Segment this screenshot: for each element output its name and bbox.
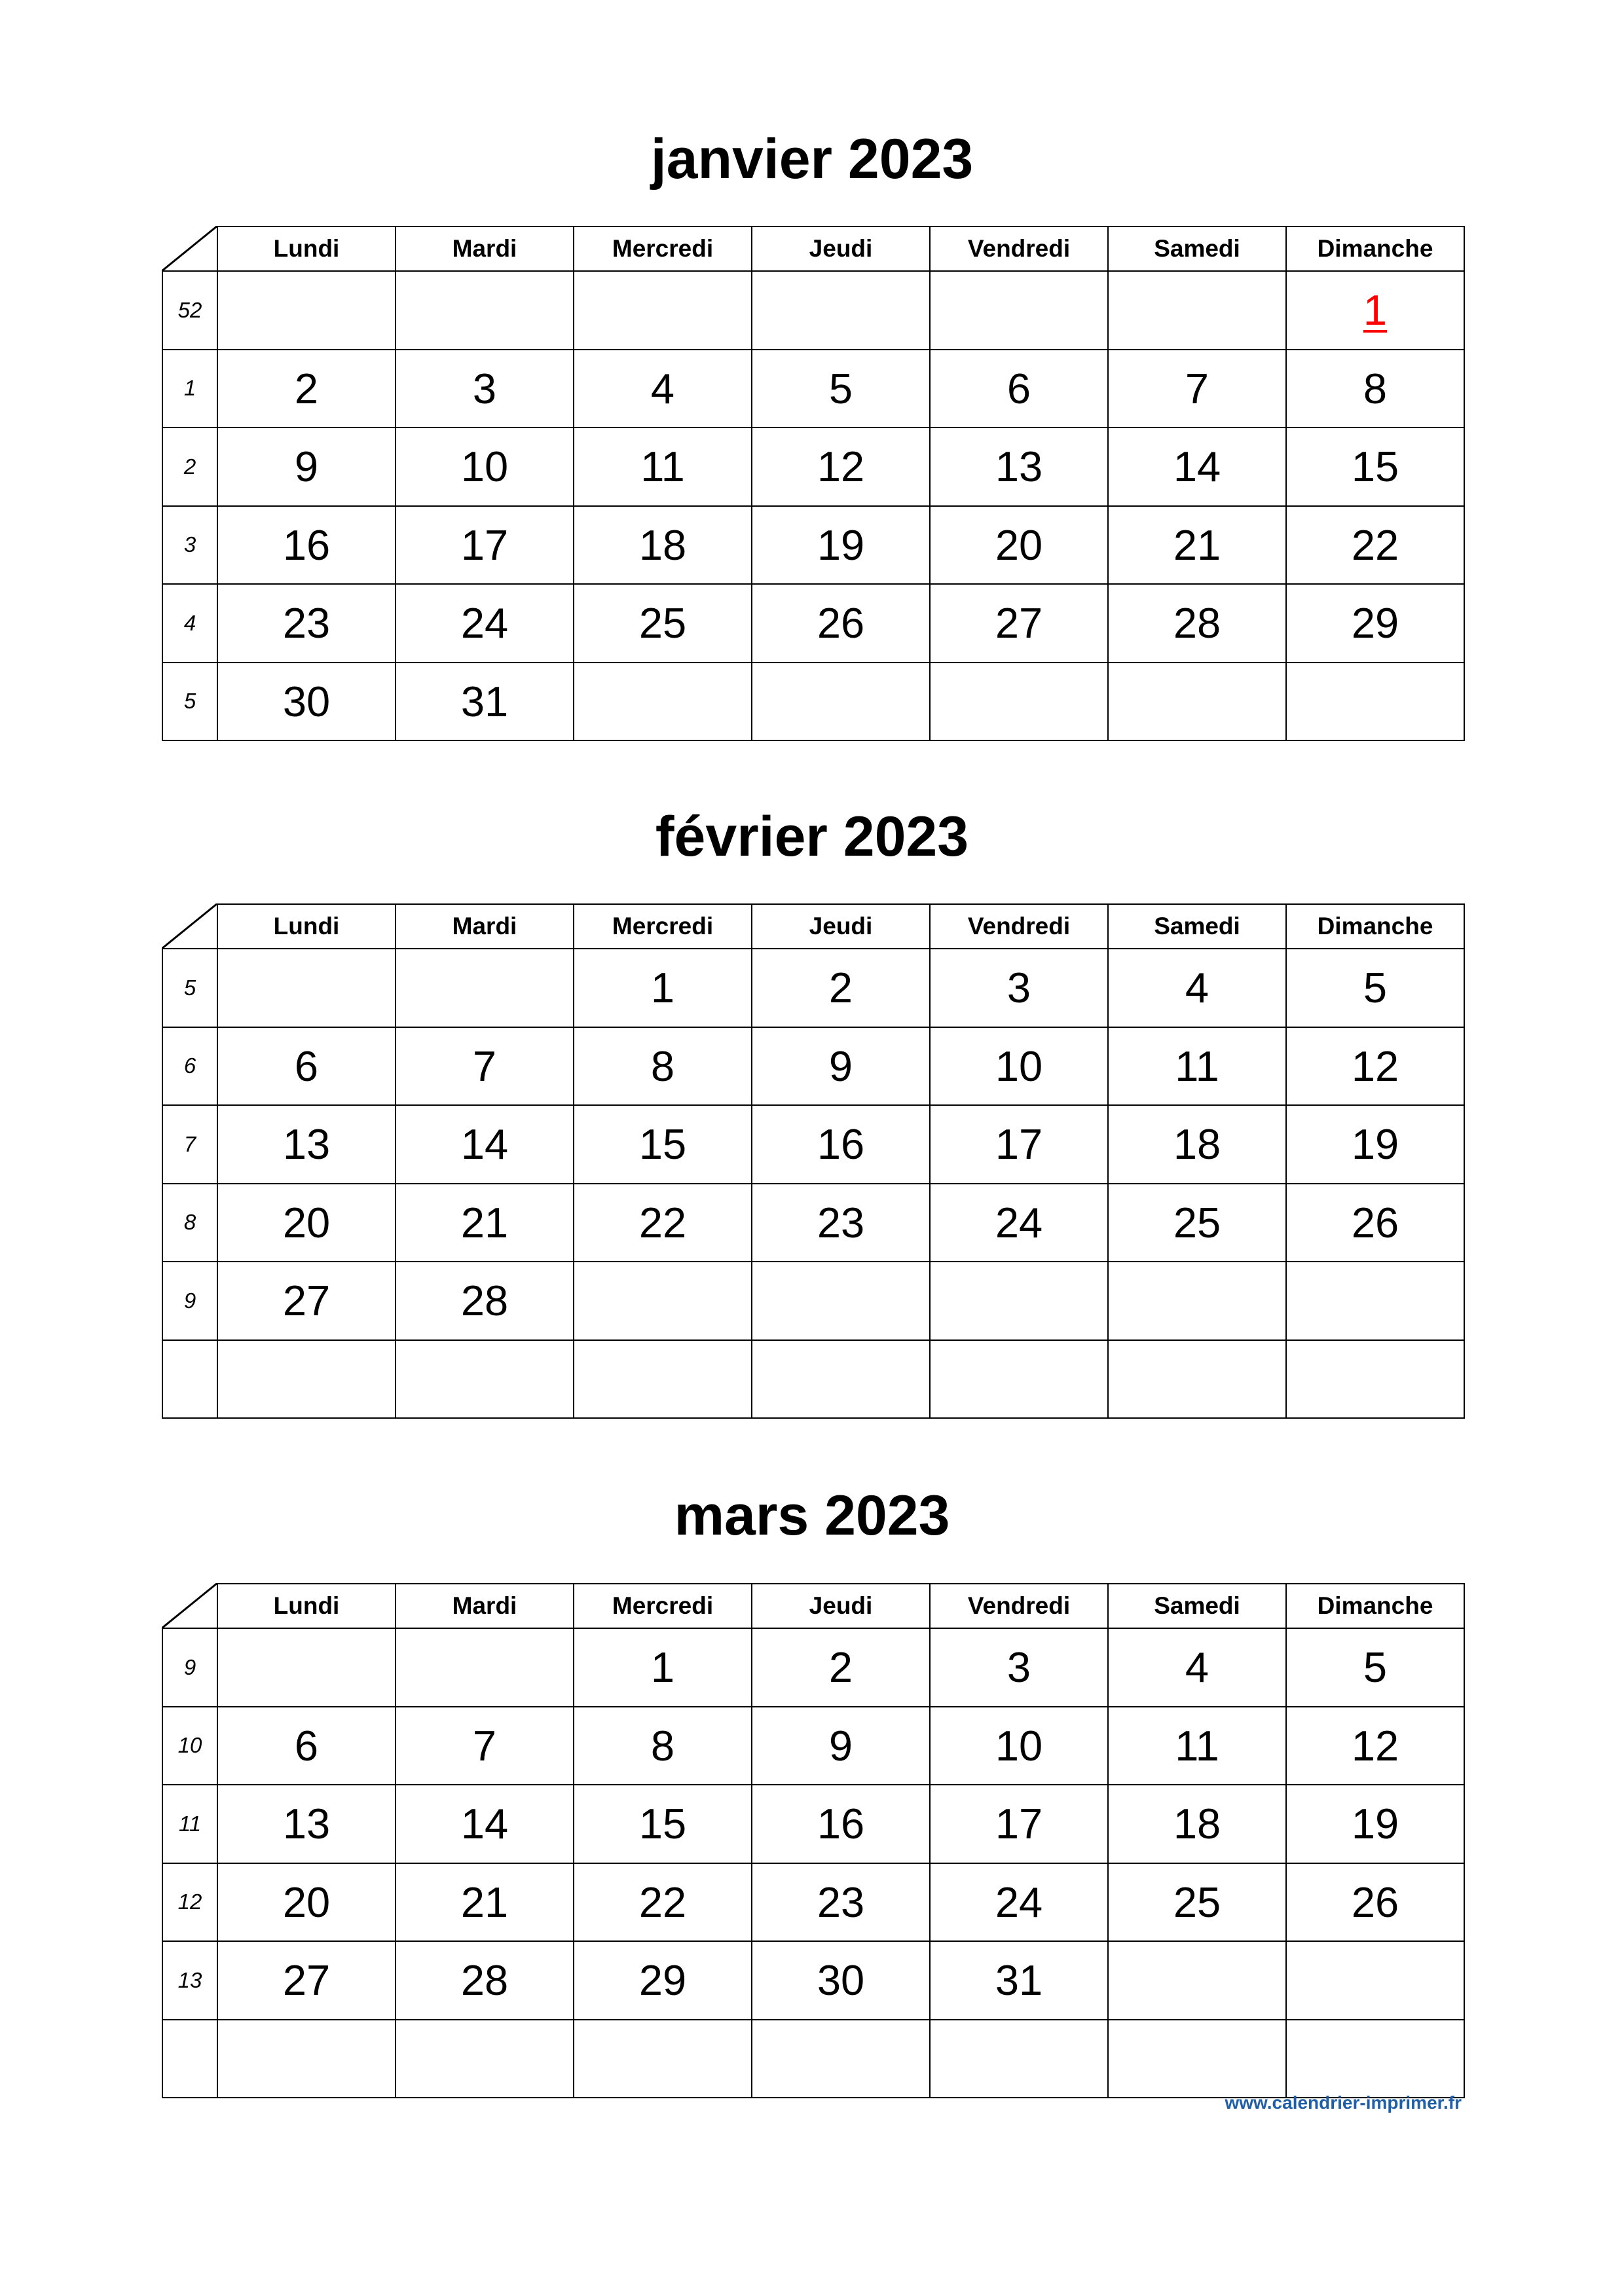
day-cell [930, 1262, 1108, 1340]
day-cell [930, 2020, 1108, 2098]
week-row [162, 1262, 1464, 1340]
day-cell [752, 506, 930, 585]
day-number: 13 [282, 1120, 331, 1169]
day-cell [1286, 1628, 1464, 1707]
day-number: 8 [650, 1721, 675, 1770]
weekday-header-samedi: Samedi [1108, 1584, 1286, 1628]
day-cell [574, 1628, 752, 1707]
day-cell [217, 949, 396, 1027]
day-cell [1108, 1785, 1286, 1863]
weekday-header-mardi: Mardi [396, 1584, 574, 1628]
day-cell [217, 1863, 396, 1942]
day-number: 4 [650, 364, 675, 412]
day-cell [217, 1262, 396, 1340]
day-number: 9 [828, 1042, 853, 1090]
week-row [162, 1785, 1464, 1863]
day-number: 30 [817, 1956, 865, 2005]
day-number: 12 [1351, 1042, 1399, 1090]
day-cell [1286, 1707, 1464, 1785]
day-cell [217, 584, 396, 663]
month-title-march: mars 2023 [674, 1484, 950, 1547]
day-cell [396, 2020, 574, 2098]
weekday-header-row [162, 1584, 1464, 1628]
day-number: 21 [1173, 520, 1221, 569]
day-cell [217, 1628, 396, 1707]
week-number: 8 [162, 1184, 217, 1262]
day-cell [930, 1105, 1108, 1184]
day-cell [396, 949, 574, 1027]
week-row [162, 1707, 1464, 1785]
website-link[interactable]: www.calendrier-imprimer.fr [1225, 2092, 1462, 2113]
day-cell [396, 1863, 574, 1942]
day-cell [574, 1863, 752, 1942]
day-cell [752, 1184, 930, 1262]
day-number: 17 [995, 1800, 1043, 1848]
week-number: 9 [162, 1628, 217, 1707]
day-number: 27 [282, 1277, 331, 1325]
day-number: 7 [472, 1042, 497, 1090]
day-cell [217, 1941, 396, 2020]
day-number: 4 [1185, 964, 1209, 1012]
day-number: 6 [294, 1721, 319, 1770]
day-number: 23 [817, 1878, 865, 1926]
day-cell [1108, 1184, 1286, 1262]
day-cell [752, 2020, 930, 2098]
week-number: 7 [162, 1105, 217, 1184]
day-cell [396, 1027, 574, 1106]
day-number: 3 [472, 364, 497, 412]
day-number: 12 [817, 443, 865, 491]
day-cell [1108, 271, 1286, 350]
day-cell [396, 1262, 574, 1340]
day-number: 1 [1363, 286, 1388, 335]
day-number: 23 [282, 599, 331, 647]
week-row [162, 1027, 1464, 1106]
day-number: 23 [817, 1198, 865, 1247]
day-cell [1286, 1184, 1464, 1262]
month-title-february: février 2023 [655, 805, 969, 868]
week-number: 6 [162, 1027, 217, 1106]
day-number: 7 [472, 1721, 497, 1770]
weekday-header-row [162, 904, 1464, 949]
weekday-header-dimanche: Dimanche [1286, 1584, 1464, 1628]
day-cell [1108, 584, 1286, 663]
day-number: 24 [995, 1198, 1043, 1247]
day-number: 10 [995, 1721, 1043, 1770]
day-number: 20 [282, 1878, 331, 1926]
day-cell [574, 1941, 752, 2020]
day-number: 5 [828, 364, 853, 412]
day-number: 11 [640, 443, 685, 491]
day-number: 17 [460, 520, 509, 569]
day-cell [396, 584, 574, 663]
day-number: 29 [1351, 599, 1399, 647]
day-cell [396, 663, 574, 741]
week-number: 13 [162, 1941, 217, 2020]
day-cell [217, 1340, 396, 1419]
week-number: 5 [162, 949, 217, 1027]
day-cell [396, 1184, 574, 1262]
day-number: 16 [817, 1800, 865, 1848]
day-number: 25 [1173, 1198, 1221, 1247]
day-number: 16 [282, 520, 331, 569]
day-cell [930, 1340, 1108, 1419]
day-number: 26 [1351, 1198, 1399, 1247]
corner-cell [162, 227, 217, 271]
day-number: 27 [995, 599, 1043, 647]
day-cell [217, 2020, 396, 2098]
holiday-day-cell [1286, 271, 1464, 350]
day-number: 18 [638, 520, 687, 569]
day-number: 18 [1173, 1120, 1221, 1169]
day-number: 11 [1175, 1721, 1219, 1770]
day-cell [574, 428, 752, 506]
week-row [162, 584, 1464, 663]
day-cell [574, 506, 752, 585]
day-cell [930, 1785, 1108, 1863]
day-number: 7 [1185, 364, 1209, 412]
day-number: 1 [650, 1643, 675, 1692]
day-number: 24 [460, 599, 509, 647]
day-cell [1108, 1262, 1286, 1340]
day-cell [752, 1863, 930, 1942]
day-number: 30 [282, 677, 331, 725]
day-cell [752, 949, 930, 1027]
day-cell [396, 1785, 574, 1863]
day-cell [930, 1184, 1108, 1262]
day-cell [396, 506, 574, 585]
day-cell [930, 1707, 1108, 1785]
weekday-header-samedi: Samedi [1108, 904, 1286, 949]
day-cell [574, 1184, 752, 1262]
calendar-table [162, 226, 1465, 741]
day-number: 5 [1363, 1643, 1388, 1692]
day-number: 4 [1185, 1643, 1209, 1692]
day-number: 25 [1173, 1878, 1221, 1926]
day-cell [930, 428, 1108, 506]
week-row [162, 1105, 1464, 1184]
day-cell [752, 1707, 930, 1785]
day-cell [574, 1707, 752, 1785]
corner-diagonal-icon [162, 903, 217, 949]
day-cell [217, 1105, 396, 1184]
day-number: 6 [294, 1042, 319, 1090]
day-number: 9 [828, 1721, 853, 1770]
week-number: 5 [162, 663, 217, 741]
day-cell [574, 1340, 752, 1419]
day-number: 15 [638, 1800, 687, 1848]
week-row [162, 1628, 1464, 1707]
day-cell [574, 271, 752, 350]
day-cell [396, 1340, 574, 1419]
weekday-header-dimanche: Dimanche [1286, 904, 1464, 949]
day-cell [1108, 1628, 1286, 1707]
calendar-march [162, 1583, 1465, 2098]
day-cell [752, 428, 930, 506]
day-cell [217, 271, 396, 350]
day-cell [217, 350, 396, 428]
day-number: 20 [282, 1198, 331, 1247]
week-row [162, 663, 1464, 741]
weekday-header-samedi: Samedi [1108, 227, 1286, 271]
day-cell [217, 1785, 396, 1863]
day-number: 31 [995, 1956, 1043, 2005]
day-cell [752, 1262, 930, 1340]
day-cell [1108, 350, 1286, 428]
week-number: 4 [162, 584, 217, 663]
day-cell [574, 663, 752, 741]
day-number: 21 [460, 1878, 509, 1926]
day-number: 26 [817, 599, 865, 647]
day-number: 19 [1351, 1800, 1399, 1848]
weekday-header-mercredi: Mercredi [574, 904, 752, 949]
day-number: 13 [995, 443, 1043, 491]
day-cell [1108, 1105, 1286, 1184]
day-number: 19 [817, 520, 865, 569]
day-cell [1286, 506, 1464, 585]
day-cell [574, 1262, 752, 1340]
day-cell [217, 506, 396, 585]
day-cell [396, 271, 574, 350]
week-row [162, 1340, 1464, 1419]
day-number: 28 [460, 1956, 509, 2005]
week-number: 10 [162, 1707, 217, 1785]
day-cell [752, 1105, 930, 1184]
day-cell [930, 1941, 1108, 2020]
day-number: 18 [1173, 1800, 1221, 1848]
day-number: 8 [650, 1042, 675, 1090]
week-number: 9 [162, 1262, 217, 1340]
day-number: 2 [828, 1643, 853, 1692]
corner-diagonal-icon [162, 1583, 217, 1628]
day-number: 27 [282, 1956, 331, 2005]
day-cell [752, 1340, 930, 1419]
day-cell [752, 1628, 930, 1707]
day-cell [752, 350, 930, 428]
day-cell [930, 1027, 1108, 1106]
corner-cell [162, 1584, 217, 1628]
day-cell [752, 1941, 930, 2020]
week-row [162, 949, 1464, 1027]
week-row [162, 271, 1464, 350]
day-number: 12 [1351, 1721, 1399, 1770]
day-number: 11 [1175, 1042, 1219, 1090]
weekday-header-jeudi: Jeudi [752, 904, 930, 949]
week-row [162, 1941, 1464, 2020]
week-number: 12 [162, 1863, 217, 1942]
week-number: 2 [162, 428, 217, 506]
day-number: 2 [294, 364, 319, 412]
week-number: 52 [162, 271, 217, 350]
day-number: 15 [1351, 443, 1399, 491]
day-number: 3 [1006, 1643, 1031, 1692]
day-number: 24 [995, 1878, 1043, 1926]
week-number [162, 2020, 217, 2098]
calendar-table [162, 1583, 1465, 2098]
week-row [162, 350, 1464, 428]
day-number: 31 [460, 677, 509, 725]
day-cell [1108, 428, 1286, 506]
day-number: 22 [1351, 520, 1399, 569]
weekday-header-lundi: Lundi [217, 1584, 396, 1628]
calendar-january [162, 226, 1465, 741]
day-cell [930, 949, 1108, 1027]
calendar-february [162, 903, 1465, 1419]
day-cell [1108, 1707, 1286, 1785]
day-number: 3 [1006, 964, 1031, 1012]
day-cell [396, 1628, 574, 1707]
day-number: 14 [460, 1120, 509, 1169]
week-row [162, 1184, 1464, 1262]
weekday-header-vendredi: Vendredi [930, 904, 1108, 949]
day-cell [930, 506, 1108, 585]
day-number: 28 [1173, 599, 1221, 647]
day-cell [396, 1105, 574, 1184]
day-number: 16 [817, 1120, 865, 1169]
day-cell [396, 350, 574, 428]
day-cell [752, 584, 930, 663]
day-cell [217, 1707, 396, 1785]
day-cell [396, 428, 574, 506]
week-row [162, 428, 1464, 506]
weekday-header-mardi: Mardi [396, 904, 574, 949]
day-cell [1108, 949, 1286, 1027]
day-cell [1108, 506, 1286, 585]
day-number: 20 [995, 520, 1043, 569]
weekday-header-row [162, 227, 1464, 271]
day-cell [1286, 428, 1464, 506]
day-cell [930, 584, 1108, 663]
weekday-header-vendredi: Vendredi [930, 227, 1108, 271]
weekday-header-vendredi: Vendredi [930, 1584, 1108, 1628]
day-number: 13 [282, 1800, 331, 1848]
day-number: 10 [995, 1042, 1043, 1090]
day-cell [1108, 663, 1286, 741]
day-cell [930, 663, 1108, 741]
week-row [162, 2020, 1464, 2098]
day-cell [396, 1941, 574, 2020]
day-number: 22 [638, 1878, 687, 1926]
week-row [162, 1863, 1464, 1942]
day-number: 25 [638, 599, 687, 647]
day-cell [1286, 1941, 1464, 2020]
day-cell [930, 1628, 1108, 1707]
day-cell [1286, 1340, 1464, 1419]
day-cell [217, 663, 396, 741]
week-row [162, 506, 1464, 585]
day-cell [1286, 350, 1464, 428]
day-cell [574, 2020, 752, 2098]
day-cell [752, 1785, 930, 1863]
day-cell [1108, 1027, 1286, 1106]
day-number: 14 [1173, 443, 1221, 491]
weekday-header-mercredi: Mercredi [574, 227, 752, 271]
day-number: 17 [995, 1120, 1043, 1169]
day-cell [1286, 1863, 1464, 1942]
day-number: 1 [650, 964, 675, 1012]
day-cell [1286, 584, 1464, 663]
day-cell [1286, 1027, 1464, 1106]
corner-cell [162, 904, 217, 949]
weekday-header-mardi: Mardi [396, 227, 574, 271]
day-cell [217, 1027, 396, 1106]
day-cell [752, 663, 930, 741]
weekday-header-lundi: Lundi [217, 227, 396, 271]
day-number: 28 [460, 1277, 509, 1325]
day-number: 5 [1363, 964, 1388, 1012]
calendar-table [162, 903, 1465, 1419]
day-number: 22 [638, 1198, 687, 1247]
day-cell [574, 1027, 752, 1106]
weekday-header-jeudi: Jeudi [752, 1584, 930, 1628]
day-number: 14 [460, 1800, 509, 1848]
weekday-header-dimanche: Dimanche [1286, 227, 1464, 271]
day-cell [574, 584, 752, 663]
day-cell [1108, 2020, 1286, 2098]
day-cell [574, 949, 752, 1027]
day-cell [930, 350, 1108, 428]
week-number: 1 [162, 350, 217, 428]
day-number: 26 [1351, 1878, 1399, 1926]
day-cell [930, 1863, 1108, 1942]
week-number: 11 [162, 1785, 217, 1863]
day-cell [752, 1027, 930, 1106]
day-number: 2 [828, 964, 853, 1012]
day-cell [574, 350, 752, 428]
day-cell [1286, 2020, 1464, 2098]
day-number: 29 [638, 1956, 687, 2005]
day-cell [1108, 1941, 1286, 2020]
weekday-header-lundi: Lundi [217, 904, 396, 949]
day-number: 19 [1351, 1120, 1399, 1169]
corner-diagonal-icon [162, 226, 217, 271]
day-cell [217, 1184, 396, 1262]
day-cell [574, 1105, 752, 1184]
day-cell [396, 1707, 574, 1785]
day-number: 9 [294, 443, 319, 491]
day-cell [1286, 949, 1464, 1027]
day-cell [1286, 1262, 1464, 1340]
day-number: 10 [460, 443, 509, 491]
week-number [162, 1340, 217, 1419]
day-number: 6 [1006, 364, 1031, 412]
day-cell [930, 271, 1108, 350]
day-cell [1108, 1340, 1286, 1419]
day-cell [574, 1785, 752, 1863]
day-number: 8 [1363, 364, 1388, 412]
day-cell [752, 271, 930, 350]
weekday-header-jeudi: Jeudi [752, 227, 930, 271]
day-number: 21 [460, 1198, 509, 1247]
day-cell [1286, 1785, 1464, 1863]
day-cell [1286, 663, 1464, 741]
day-cell [217, 428, 396, 506]
day-number: 15 [638, 1120, 687, 1169]
weekday-header-mercredi: Mercredi [574, 1584, 752, 1628]
day-cell [1108, 1863, 1286, 1942]
day-cell [1286, 1105, 1464, 1184]
month-title-january: janvier 2023 [650, 128, 974, 191]
week-number: 3 [162, 506, 217, 585]
